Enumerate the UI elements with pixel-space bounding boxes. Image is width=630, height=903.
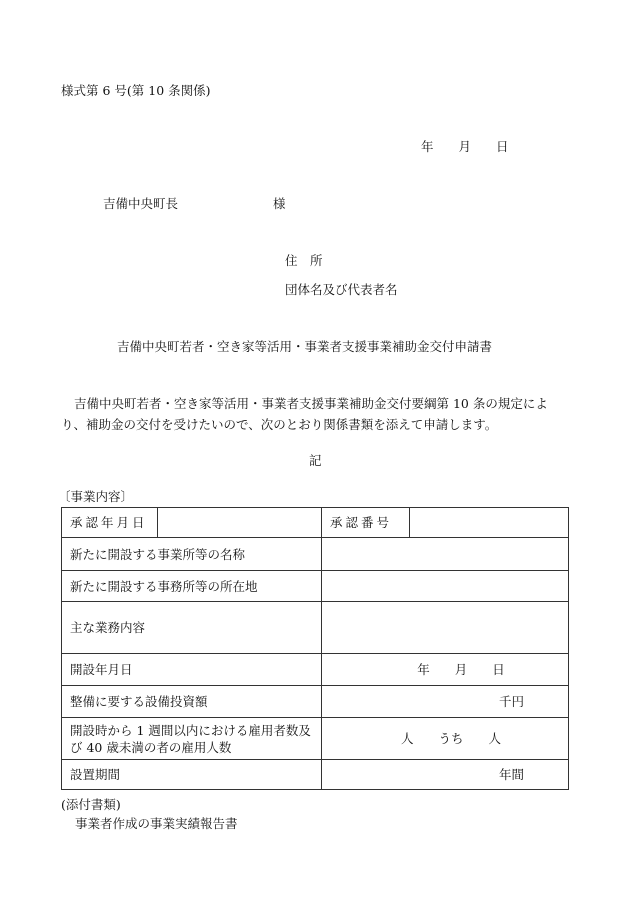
row-label: 新たに開設する事務所等の所在地: [62, 571, 322, 602]
row-label: 開設年月日: [62, 654, 322, 686]
form-number: 様式第 6 号(第 10 条関係): [61, 83, 211, 98]
table-row: [62, 538, 569, 571]
table-row: [62, 718, 569, 760]
row-label: 整備に要する設備投資額: [62, 686, 322, 718]
attachments-label: (添付書類): [61, 797, 121, 812]
row-label: 新たに開設する事業所等の名称: [62, 538, 322, 571]
row-label: 設置期間: [62, 760, 322, 790]
office-name-field[interactable]: [322, 538, 569, 571]
installation-period-field[interactable]: 年間: [322, 760, 569, 790]
table-row: [62, 654, 569, 686]
honorific: 様: [273, 196, 286, 211]
table-row: [62, 686, 569, 718]
section-label: 〔事業内容〕: [58, 489, 134, 504]
date-line: 年 月 日: [421, 139, 509, 154]
ki-mark: 記: [309, 453, 322, 468]
addressee: 吉備中央町長: [103, 196, 179, 211]
attachment-item: 事業者作成の事業実績報告書: [75, 816, 238, 831]
main-business-field[interactable]: [322, 602, 569, 654]
investment-amount-field[interactable]: 千円: [322, 686, 569, 718]
table-row: [62, 508, 569, 538]
table-row: [62, 760, 569, 790]
table-row: [62, 571, 569, 602]
row-label: 開設時から 1 週間以内における雇用者数及び 40 歳未満の者の雇用人数: [62, 718, 322, 760]
document-title: 吉備中央町若者・空き家等活用・事業者支援事業補助金交付申請書: [117, 339, 493, 354]
approval-date-label: 承認年月日: [62, 508, 158, 538]
approval-date-field[interactable]: [158, 508, 322, 538]
business-content-table: [61, 507, 569, 790]
row-label: 主な業務内容: [62, 602, 322, 654]
approval-number-field[interactable]: [410, 508, 569, 538]
opening-date-field[interactable]: 年 月 日: [322, 654, 569, 686]
body-text: 吉備中央町若者・空き家等活用・事業者支援事業補助金交付要綱第 10 条の規定により、補助金の交付を受けたいので、次のとおり関係書類を添えて申請します。: [61, 396, 548, 432]
address-label: 住 所: [285, 253, 323, 268]
office-location-field[interactable]: [322, 571, 569, 602]
table-row: [62, 602, 569, 654]
employment-count-field[interactable]: 人 うち 人: [322, 718, 569, 760]
approval-number-label: 承認番号: [322, 508, 410, 538]
name-label: 団体名及び代表者名: [285, 282, 398, 297]
